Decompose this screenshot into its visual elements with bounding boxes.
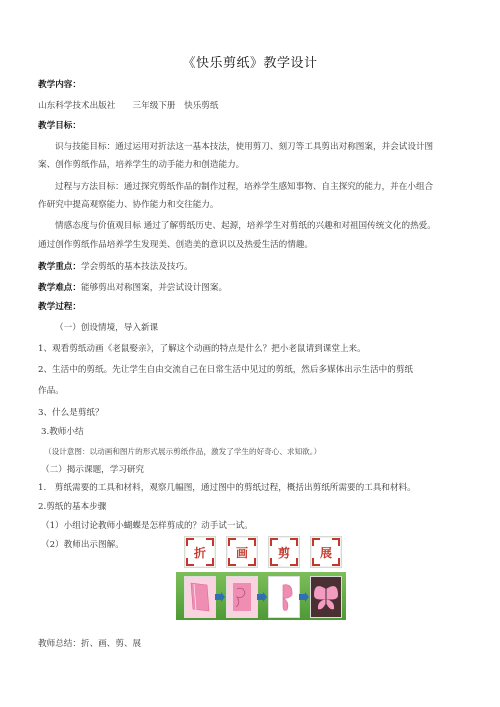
difficulty-point [38,281,462,297]
key-point [38,260,462,276]
difficulty-label: 教学难点： [38,283,81,293]
step1-item3: 3、什么是剪纸？ [38,408,104,418]
step-label-fold: 折 [184,536,216,568]
goal-knowledge: 识与技能目标：通过运用对折法这一基本技法，使用剪刀、刻刀等工具剪出对称图案，并会试设计图 [55,142,434,152]
goal-emotion-cont: 通过创作剪纸作品培养学生发现美、创造美的意识以及热爱生活的情趣。 [38,240,314,250]
goal-emotion: 情感态度与价值观目标 通过了解剪纸历史、起源，培养学生对剪纸的兴趣和对祖国传统文化的热爱。 [55,221,436,231]
step1-item1: 1、观看剪纸动画《老鼠娶亲》，了解这个动画的特点是什么？把小老鼠请到课堂上来。 [38,344,366,354]
goals-heading: 教学目标： [38,121,81,131]
process-heading: 教学过程： [38,302,81,312]
goal-process-cont: 作研究中提高观察能力、协作能力和交往能力。 [38,200,219,210]
step-label-unfold: 展 [310,536,342,568]
goal-process: 过程与方法目标：通过探究剪纸作品的制作过程，培养学生感知事物、自主探究的能力，并在小组合 [55,182,434,192]
design-note: （设计意图：以动画和图片的形式展示剪纸作品，激发了学生的好奇心、求知欲。） [44,447,322,456]
goal-knowledge-cont: 案、创作剪纸作品，培养学生的动手能力和创造能力。 [38,160,245,170]
folded-paper-image [184,576,216,618]
step-label-cut: 剪 [268,536,300,568]
arrow-right-icon [299,592,309,602]
step1-heading: （一）创设情境，导入新课 [55,323,159,333]
difficulty-text: 能够剪出对称图案，并尝试设计图案。 [80,283,228,293]
teacher-summary-1: 3.教师小结 [41,427,84,437]
content-text: 山东科学技术出版社 三年级下册 快乐剪纸 [38,101,219,111]
document-title: 《快乐剪纸》教学设计 [182,56,318,71]
step2-heading: （二）揭示课题，学习研究 [41,465,145,475]
butterfly-image [310,576,342,618]
arrow-right-icon [215,592,225,602]
content-heading: 教学内容： [38,80,81,90]
arrow-right-icon [257,592,267,602]
key-label: 教学重点： [38,262,81,272]
step2-sub1: （1）小组讨论教师小蝴蝶是怎样剪成的？动手试一试。 [41,521,253,531]
drawn-paper-image [226,576,258,618]
cut-paper-image [268,576,300,618]
step2-item1: 1. 剪纸需要的工具和材料，观察几幅图，通过图中的剪纸过程，概括出剪纸所需要的工具和材料。 [38,483,416,493]
step1-item2-cont: 作品。 [38,386,64,396]
teacher-summary-2: 教师总结：折、画、剪、展 [38,639,142,649]
step-label-draw: 画 [226,536,258,568]
key-text: 学会剪纸的基本技法及技巧。 [80,262,193,272]
step1-item2: 2、生活中的剪纸。先让学生自由交流自己在日常生活中见过的剪纸，然后多媒体出示生活中的剪纸 [38,365,414,375]
step2-sub2: （2）教师出示图解。 [41,540,124,550]
papercut-steps-diagram [176,536,346,621]
step2-item2: 2.剪纸的基本步骤 [38,502,107,512]
